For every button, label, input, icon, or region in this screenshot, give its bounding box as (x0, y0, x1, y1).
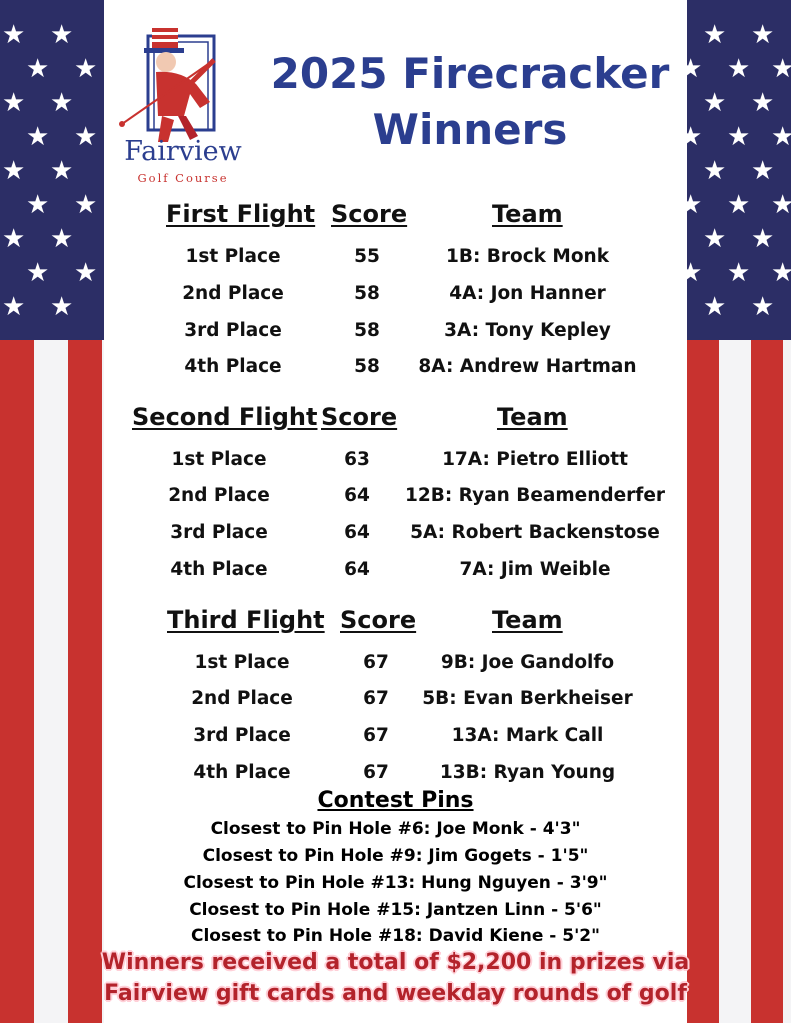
team: 5B: Evan Berkheiser (422, 688, 633, 709)
score: 64 (344, 485, 370, 506)
star-icon: ★ (50, 88, 74, 118)
star-icon: ★ (74, 258, 98, 288)
star-icon: ★ (771, 258, 794, 288)
star-icon: ★ (751, 20, 775, 50)
score: 58 (354, 320, 380, 341)
star-icon: ★ (751, 156, 775, 186)
star-icon: ★ (679, 122, 703, 152)
title-line-1: 2025 Firecracker (270, 49, 670, 98)
contest-pin-item: Closest to Pin Hole #9: Jim Gogets - 1'5" (202, 846, 589, 866)
star-icon: ★ (50, 292, 74, 322)
team: 5A: Robert Backenstose (410, 522, 660, 543)
score: 55 (354, 246, 380, 267)
score: 67 (363, 652, 389, 673)
place: 2nd Place (191, 688, 293, 709)
title-line-2: Winners (372, 105, 568, 154)
star-icon: ★ (50, 20, 74, 50)
star-icon: ★ (2, 224, 26, 254)
contest-pins-title: Contest Pins (317, 788, 474, 813)
place: 3rd Place (184, 320, 282, 341)
flight-2-header: Second Flight (132, 403, 318, 431)
star-icon: ★ (26, 54, 50, 84)
star-icon: ★ (679, 54, 703, 84)
score: 63 (344, 449, 370, 470)
flag-right-decoration (679, 0, 794, 1023)
logo-name: Fairview (124, 136, 242, 167)
contest-pin-item: Closest to Pin Hole #15: Jantzen Linn - 5'6" (189, 900, 602, 920)
star-icon: ★ (703, 224, 727, 254)
team: 7A: Jim Weible (459, 559, 611, 580)
score: 67 (363, 688, 389, 709)
place: 1st Place (171, 449, 267, 470)
place: 4th Place (184, 356, 282, 377)
star-icon: ★ (727, 190, 751, 220)
fairview-logo (118, 24, 248, 184)
star-icon: ★ (771, 190, 794, 220)
page-title (250, 46, 690, 158)
star-icon: ★ (703, 156, 727, 186)
score: 67 (363, 725, 389, 746)
star-icon: ★ (771, 54, 794, 84)
star-icon: ★ (26, 258, 50, 288)
team: 13B: Ryan Young (439, 762, 616, 783)
star-icon: ★ (50, 156, 74, 186)
prize-note-line-1: Winners received a total of $2,200 in prizes via (101, 950, 690, 975)
place: 3rd Place (170, 522, 268, 543)
star-icon: ★ (2, 20, 26, 50)
star-icon: ★ (26, 122, 50, 152)
logo-subtitle: Golf Course (137, 171, 229, 185)
prize-note-line-2: Fairview gift cards and weekday rounds of golf (104, 981, 687, 1006)
star-icon: ★ (74, 190, 98, 220)
star-icon: ★ (727, 258, 751, 288)
flag-canton (0, 0, 104, 340)
team: 9B: Joe Gandolfo (440, 652, 615, 673)
flight-3-header: Third Flight (167, 606, 325, 634)
flight-1-team-header: Team (492, 200, 563, 228)
place: 4th Place (193, 762, 291, 783)
star-icon: ★ (26, 190, 50, 220)
star-icon: ★ (679, 258, 703, 288)
place: 2nd Place (182, 283, 284, 304)
star-icon: ★ (751, 292, 775, 322)
star-icon: ★ (50, 224, 74, 254)
star-icon: ★ (703, 292, 727, 322)
place: 3rd Place (193, 725, 291, 746)
flight-1-header: First Flight (166, 200, 316, 228)
star-icon: ★ (2, 88, 26, 118)
star-icon: ★ (679, 190, 703, 220)
flight-3-score-header: Score (340, 606, 417, 634)
flag-canton (679, 0, 794, 340)
star-icon: ★ (751, 88, 775, 118)
score: 64 (344, 559, 370, 580)
flight-2-score-header: Score (321, 403, 398, 431)
star-icon: ★ (703, 20, 727, 50)
contest-pin-item: Closest to Pin Hole #13: Hung Nguyen - 3'9" (183, 873, 608, 893)
flight-3-team-header: Team (492, 606, 563, 634)
team: 8A: Andrew Hartman (418, 356, 637, 377)
star-icon: ★ (2, 156, 26, 186)
flight-1-score-header: Score (331, 200, 408, 228)
star-icon: ★ (727, 54, 751, 84)
score: 64 (344, 522, 370, 543)
team: 13A: Mark Call (451, 725, 604, 746)
flag-left-decoration (0, 0, 104, 1023)
team: 4A: Jon Hanner (449, 283, 606, 304)
star-icon: ★ (74, 54, 98, 84)
star-icon: ★ (74, 122, 98, 152)
score: 67 (363, 762, 389, 783)
star-icon: ★ (2, 292, 26, 322)
place: 1st Place (185, 246, 281, 267)
star-icon: ★ (703, 88, 727, 118)
place: 2nd Place (168, 485, 270, 506)
team: 3A: Tony Kepley (444, 320, 611, 341)
place: 1st Place (194, 652, 290, 673)
score: 58 (354, 283, 380, 304)
star-icon: ★ (727, 122, 751, 152)
score: 58 (354, 356, 380, 377)
team: 17A: Pietro Elliott (442, 449, 628, 470)
contest-pin-item: Closest to Pin Hole #6: Joe Monk - 4'3" (210, 819, 581, 839)
star-icon: ★ (771, 122, 794, 152)
team: 1B: Brock Monk (445, 246, 610, 267)
star-icon: ★ (751, 224, 775, 254)
team: 12B: Ryan Beamenderfer (404, 485, 665, 506)
place: 4th Place (170, 559, 268, 580)
contest-pin-item: Closest to Pin Hole #18: David Kiene - 5'2" (191, 926, 600, 946)
flight-2-team-header: Team (497, 403, 568, 431)
